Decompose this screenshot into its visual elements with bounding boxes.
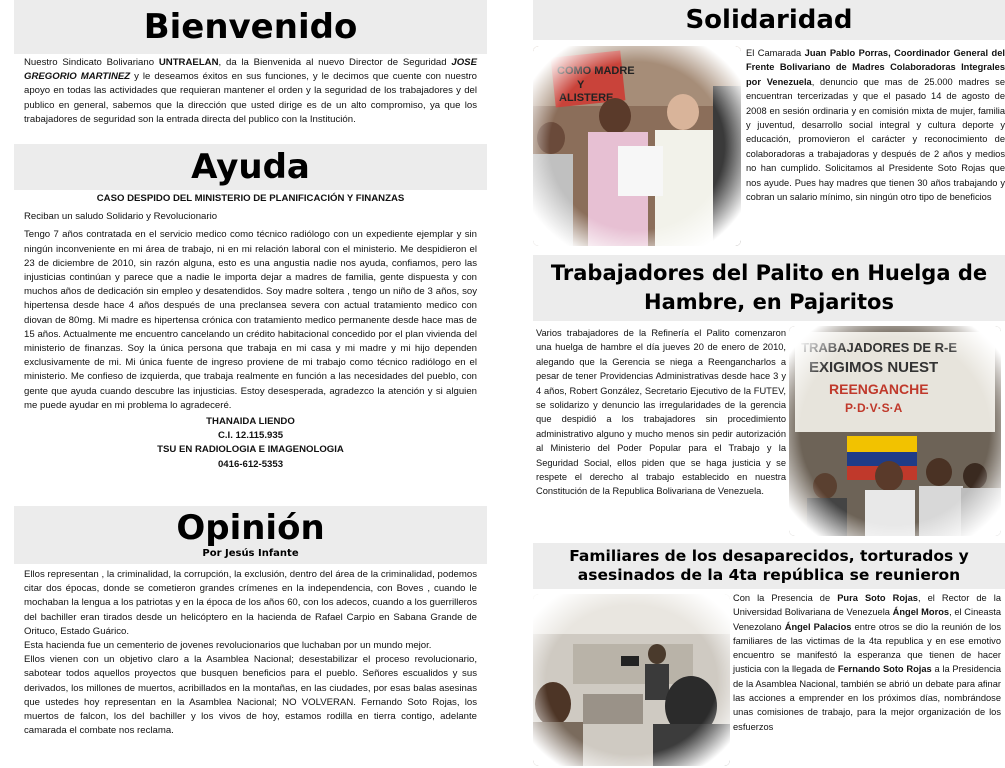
union-name: UNTRAELAN xyxy=(158,57,219,68)
strike-photo xyxy=(789,326,1001,536)
ayuda-banner xyxy=(14,144,487,190)
person-name: Pura Soto Rojas xyxy=(837,593,918,603)
opinion-title: Opinión xyxy=(176,508,325,548)
opinion-byline: Por Jesús Infante xyxy=(202,548,299,559)
solidaridad-banner xyxy=(533,0,1005,40)
solidaridad-text: , denuncio que mas de 25.000 madres se encuentran tercerizadas y que el pasado 14 de agosto de 2008 en sesión ordinaria y en comisión mixta de mujer, familia y juventud, desarrollo social integral y cultura deporte y educación, promovieron el carácter y reconocimiento de colaboradoras a trabajadoras y después de 2 años y medios no han cumplido. Solicitamos al Presidente Soto Rojas que nos ayude. Pues hay madres que tienen 30 años trabajando y cobran un salario mínimo, sin ningún otro tipo de beneficios xyxy=(746,76,1005,203)
opinion-paragraph: Esta hacienda fue un cementerio de jovenes revolucionarios que luchaban por un mundo mejor. xyxy=(24,640,432,652)
bienvenido-banner xyxy=(14,0,487,54)
ayuda-letter: Tengo 7 años contratada en el servicio medico como técnico radiólogo con un expediente ejemplar y sin ningún inconveniente en mi área de trabajo, ni en mi relación laboral con el ministerio. Me despidieron el 23 de diciembre de 2010, sin razón alguna, esto es una angustia nadie nos ayuda, confiamos, pero las injusticias continúan y parece que a nadie le importa dejar a madres de familia, gente dispuesta y con muchos años de dedicación sin empleo y desatendidos. Soy madre soltera , tengo un niño de 3 años, soy hipertensa desde hace 4 años después de una preclansea severa con actual tratamiento medico con diovan de 80mg. Mi madre es hipertensa crónica con tratamiento medico permanente desde hace mas de 15 años. Actualmente me encuentro cancelando un crédito habitacional concedido por el plan vivienda del ministerio de finanzas. Soy la única persona que trabaja en mi casa y mi madre y mi hijo dependen exclusivamente de mi. Mi única fuente de ingreso proviene de mi trabajo como técnico radiólogo en el ministerio. Me confieso de izquierda, que trabaja realmente en función a las necesidades del pueblo, con gente que ayuda cuando descubre las injusticias. Estoy desesperada, agradezco la atención y si alguien me puede ayudar en mi problema lo agradeceré. xyxy=(24,229,477,411)
ayuda-greeting: Reciban un saludo Solidario y Revolucionario xyxy=(24,211,218,223)
huelga-body: Varios trabajadores de la Refinería el Palito comenzaron una huelga de hambre el día jueves 20 de enero de 2010, alegando que la Gerencia se niega a Reengancharlos a pesar de tener Providencias Administrativas desde hace 3 y 4 años, Robert González, Secretario Ejecutivo de la FUTEV, se solidarizo y denuncio las irregularidades de la gerencia que despidió a los trabajadores sin procedimiento administrativo alguno y mucho menos sin pedir autorización al Ministerio del Poder Popular para el Trabajo y la Seguridad Social, ellos piden que se haga justicia y se respete el derecho al trabajo establecido en nuestra Constitución de la Republica Bolivariana de Venezuela. xyxy=(536,328,786,497)
director-name: JOSE GREGORIO MARTINEZ xyxy=(24,57,477,83)
opinion-paragraph: Ellos vienen con un objetivo claro a la Asamblea Nacional; desestabilizar el proceso revolucionario, sabotear todos aquellos proyectos que busquen beneficios para el pueblo. Señores escualidos y sus derivados, los millones de muertos, acribillados en la montañas, en las ciudades, por esas balas asesinas que ustedes hoy representan en la Asamblea Nacional; NO VOLVERAN. Fernando Soto Rojas, los muertos de falcon, los del bachiller y los vivos de hoy, estamos rodilla en tierra contigo, adelante camarada el combate nos reclama. xyxy=(24,654,477,737)
opinion-banner xyxy=(14,506,487,564)
familiares-title: Familiares de los desaparecidos, torturados y asesinados de la 4ta república se reunieron xyxy=(569,547,969,584)
signature-title: TSU EN RADIOLOGIA E IMAGENOLOGIA xyxy=(157,444,344,456)
protest-photo xyxy=(533,46,741,246)
person-name: Ángel Palacios xyxy=(784,621,852,632)
huelga-title: Trabajadores del Palito en Huelga de Hambre, en Pajaritos xyxy=(550,261,988,314)
familiares-text: a la Presidencia de la Asamblea Nacional, también se abrió un debate para afinar las acciones a emprender en los próximos días, nombrándose unas comisiones de trabajo, para la mejor organización de los esfuerzos xyxy=(733,664,1001,732)
coordinator-name: Juan Pablo Porras, Coordinador General del Frente Bolivariano de Madres Colaboradoras Integrales por Venezuela xyxy=(746,48,1005,87)
ayuda-body xyxy=(24,192,477,472)
bienvenido-body xyxy=(24,56,477,127)
solidaridad-body xyxy=(746,46,1005,204)
signature-id: C.I. 12.115.935 xyxy=(217,430,284,442)
signature-name: THANAIDA LIENDO xyxy=(206,416,295,428)
bienvenido-text: , da la Bienvenida al nuevo Director de Seguridad xyxy=(218,57,452,68)
meeting-photo xyxy=(533,594,730,766)
solidaridad-text: El Camarada xyxy=(746,48,805,58)
opinion-body xyxy=(24,568,477,738)
solidaridad-title: Solidaridad xyxy=(685,5,853,35)
bienvenido-text: y le deseamos éxitos en sus funciones, y le decimos que cuente con nuestro apoyo en todas las actividades que requieran mantener el orden y la seguridad de los trabajadores y del publico en general, sabemos que la dirección que usted dirige es de un alto compromiso, ya que los trabajadores de seguridad son la entrada directa del publico con la Institución. xyxy=(24,71,477,125)
familiares-body xyxy=(733,591,1001,734)
person-name: Ángel Moros xyxy=(892,607,950,618)
familiares-text: , el Cineasta Venezolano xyxy=(733,607,1001,632)
familiares-banner xyxy=(533,543,1005,589)
ayuda-title: Ayuda xyxy=(191,147,310,187)
opinion-paragraph: Ellos representan , la criminalidad, la corrupción, la exclusión, dentro del área de la criminalidad, podemos citar dos épocas, donde se cometieron grandes crímenes en la independencia, con Boves , cuando le mochaban la lengua a los patriotas y en la época de los años 60, con los adecos, cuando a los guerrilleros del bachiller eran tirados desde un helicóptero en la hacienda de Rafael Carpio en Sabana Grande de Orituco, Estado Guárico. xyxy=(24,569,477,637)
bienvenido-title: Bienvenido xyxy=(143,7,358,47)
familiares-text: , el Rector de la Universidad Bolivariana de Venezuela xyxy=(733,593,1001,618)
person-name: Fernando Soto Rojas xyxy=(837,664,932,675)
signature-phone: 0416-612-5353 xyxy=(217,458,284,470)
huelga-banner xyxy=(533,255,1005,321)
familiares-text: Con la Presencia de xyxy=(733,593,838,603)
bienvenido-text: Nuestro Sindicato Bolivariano xyxy=(24,57,159,68)
ayuda-case-heading: CASO DESPIDO DEL MINISTERIO DE PLANIFICACIÓN Y FINANZAS xyxy=(96,193,405,204)
familiares-text: entre otros se dio la reunión de los familiares de las victimas de la 4ta republica y en ese emotivo encuentro se manifestó la esperanza que tienen de hacer justicia con la llegada de xyxy=(733,621,1001,675)
